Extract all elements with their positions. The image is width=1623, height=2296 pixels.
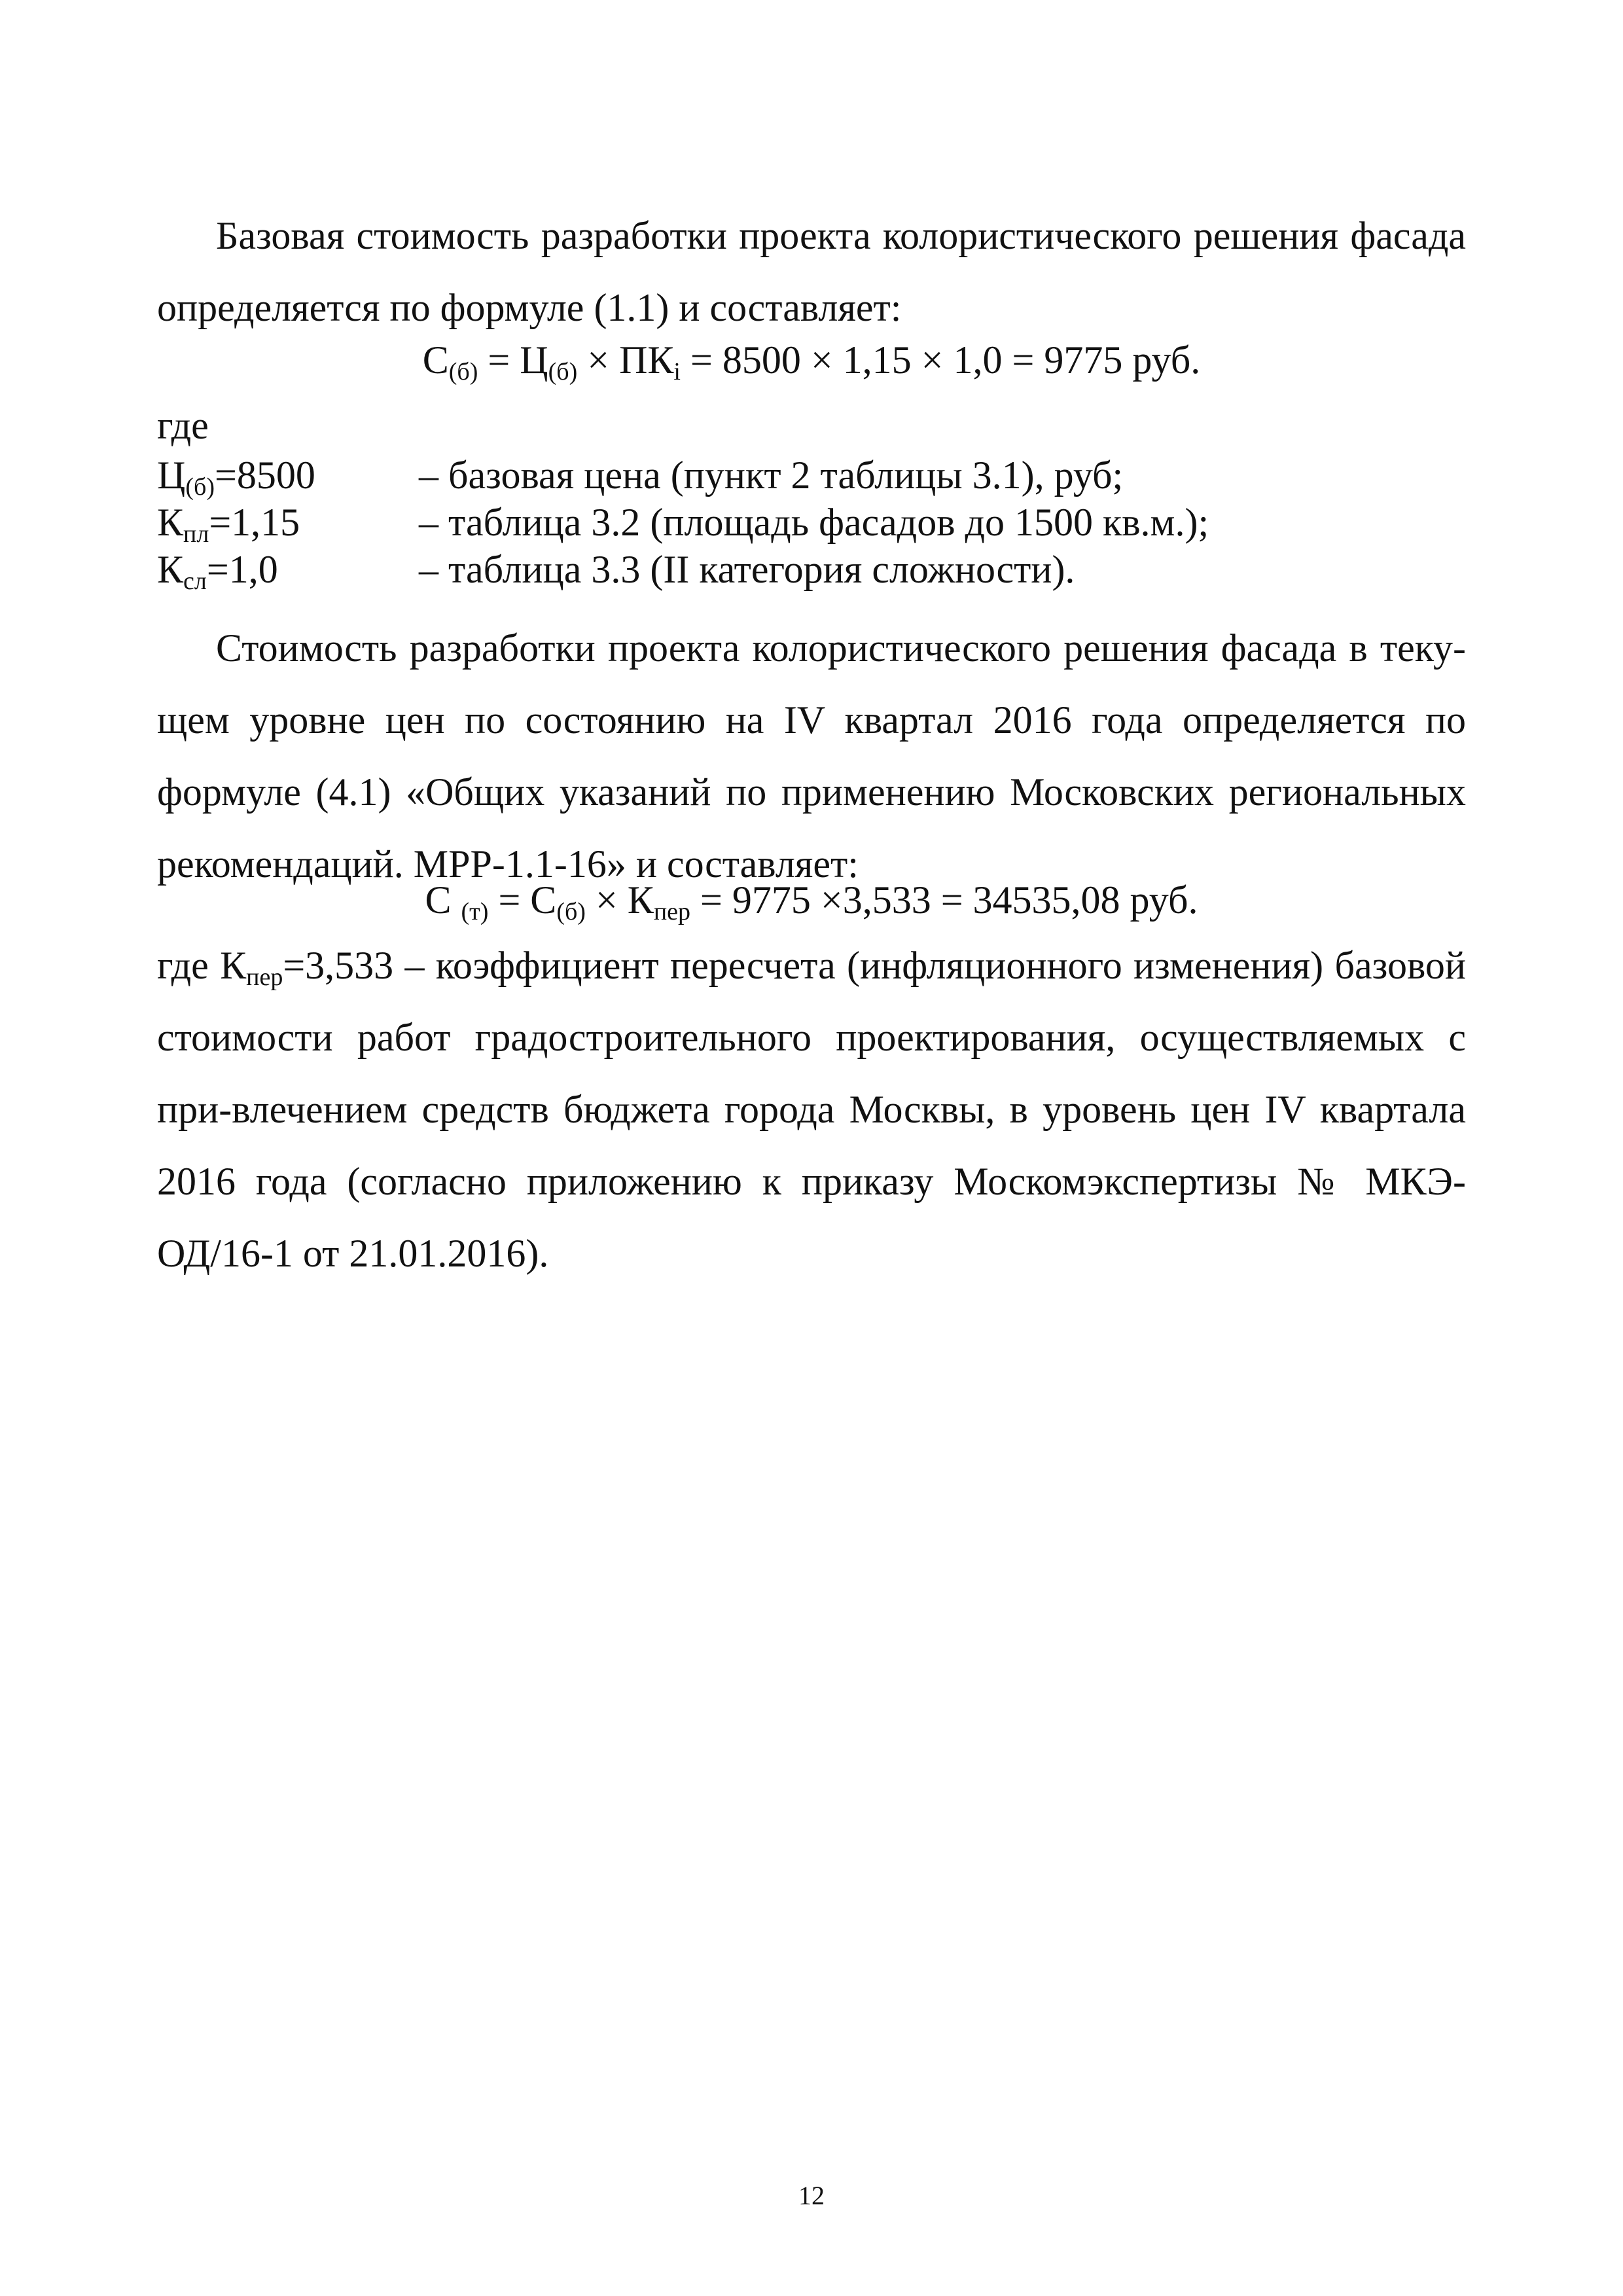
formula-current-cost: С $_{(т)} = С_{(б)} \times К_{пер} = 9775 \times 3,533 = 34535,08$ руб.	[425, 878, 1198, 925]
paragraph-current-cost: Стоимость разработки проекта колористического решения фасада в теку-щем уровне цен по состоянию на IV квартал 2016 года определяется по формуле (4.1) «Общих указаний по применению Московских региональных рекомендаций. МРР-1.1-16» и составляет:	[157, 626, 1466, 886]
definition-row: $К_{пл}=1,15$ – таблица 3.2 (площадь фасадов до 1500 кв.м.);	[157, 501, 1209, 548]
where-label: где	[157, 404, 209, 447]
paragraph-coefficient: где $К_{пер}=3,533$ – коэффициент пересчета (инфляционного изменения) базовой стоимости работ градостроительного проектирования, осуществляемых с при-влечением средств бюджета города Москвы, в уровень цен IV квартала 2016 года (согласно приложению к приказу Москомэкспертизы № МКЭ-ОД/16-1 от 21.01.2016).	[157, 944, 1466, 1275]
definition-row: $К_{сл}=1,0$ – таблица 3.3 (II категория сложности).	[157, 548, 1075, 595]
paragraph-base-cost: Базовая стоимость разработки проекта колористического решения фасада определяется по формуле (1.1) и составляет:	[157, 214, 1466, 329]
definition-row: $Ц_{(б)}=8500$ – базовая цена (пункт 2 таблицы 3.1), руб;	[157, 454, 1124, 501]
formula-base-cost: $С_{(б)} = Ц_{(б)} \times ПК_i = 8500 \times 1,15 \times 1,0 = 9775$ руб.	[422, 338, 1201, 386]
page-number: 12	[798, 2181, 825, 2210]
